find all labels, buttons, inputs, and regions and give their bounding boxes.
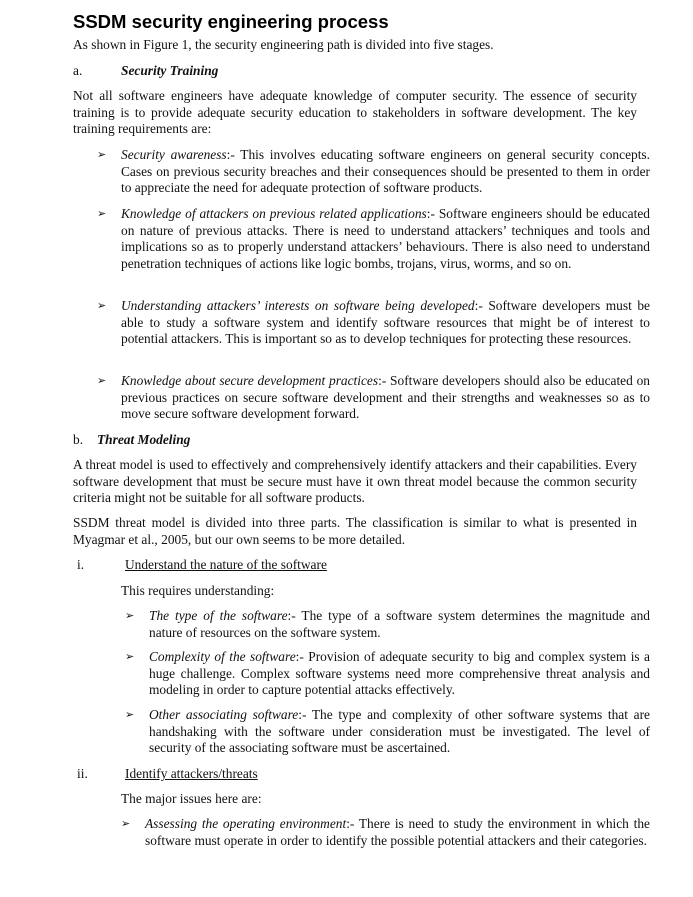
arrow-bullet-icon: ➢ bbox=[125, 609, 135, 622]
section-b-paragraph-1: A threat model is used to effectively and comprehensively identify attackers and their capabilities. Every software development that must be secure must have it own threat model because the common security criteria might not be suitable for all software products. bbox=[73, 457, 637, 506]
bullet-term: Knowledge about secure development practices bbox=[121, 373, 379, 388]
intro-paragraph: As shown in Figure 1, the security engineering path is divided into five stages. bbox=[73, 37, 494, 52]
bullet-text: :- There is need to study the environment in which the software must operate in order to identify the possible potential attackers and their categories. bbox=[145, 816, 650, 848]
bullet-term: Assessing the operating environment bbox=[145, 816, 347, 831]
sub-i-heading: Understand the nature of the software bbox=[125, 557, 327, 572]
bullet-text: :- Software developers should also be educated on previous practices on secure software development and their strengths and weaknesses so as to move secure software development forward. bbox=[121, 373, 650, 422]
bullet-text: :- Software developers must be able to study a software system and identify software resources that might be of interest to potential attackers. This is important so as to develop techniques for protecting these resources. bbox=[121, 298, 650, 347]
section-b-paragraph-2: SSDM threat model is divided into three parts. The classification is similar to what is presented in Myagmar et al., 2005, but our own seems to be more detailed. bbox=[73, 515, 637, 547]
arrow-bullet-icon: ➢ bbox=[125, 650, 135, 663]
bullet-text: :- Provision of adequate security to big and complex system is a huge challenge. Complex software systems need more comprehensive threat analysis and modeling in order to capture potential attacks effectively. bbox=[149, 649, 651, 698]
sub-ii-lead: The major issues here are: bbox=[121, 791, 262, 806]
bullet-text: :- The type of a software system determines the magnitude and nature of resources on the software system. bbox=[149, 608, 650, 640]
section-a-paragraph: Not all software engineers have adequate knowledge of computer security. The essence of security training is to provide adequate security education to stakeholders in software development. The key training requirements are: bbox=[73, 88, 637, 137]
arrow-bullet-icon: ➢ bbox=[97, 148, 107, 161]
bullet-text: :- The type and complexity of other software systems that are handshaking with the software under consideration must be investigated. The level of security of the associating software must be ascertained. bbox=[149, 707, 650, 756]
sub-ii-heading: Identify attackers/threats bbox=[125, 766, 258, 781]
section-b-heading: Threat Modeling bbox=[97, 432, 191, 447]
section-title: SSDM security engineering process bbox=[73, 11, 389, 32]
section-b-marker: b. bbox=[73, 432, 84, 447]
bullet-text: :- This involves educating software engineers on general security concepts. Cases on previous security breaches and their consequences should be presented to them in order to appreciate the need for adequate protection of software products. bbox=[121, 147, 650, 196]
bullet-term: Understanding attackers’ interests on software being developed bbox=[121, 298, 475, 313]
sub-i-lead: This requires understanding: bbox=[121, 583, 275, 598]
section-a-marker: a. bbox=[73, 63, 83, 78]
section-a-heading: Security Training bbox=[121, 63, 219, 78]
bullet-term: Other associating software bbox=[149, 707, 299, 722]
sub-ii-marker: ii. bbox=[77, 766, 88, 781]
arrow-bullet-icon: ➢ bbox=[97, 207, 107, 220]
bullet-term: Complexity of the software bbox=[149, 649, 296, 664]
bullet-term: The type of the software bbox=[149, 608, 288, 623]
sub-i-marker: i. bbox=[77, 557, 85, 572]
arrow-bullet-icon: ➢ bbox=[97, 299, 107, 312]
arrow-bullet-icon: ➢ bbox=[97, 374, 107, 387]
bullet-term: Security awareness bbox=[121, 147, 227, 162]
arrow-bullet-icon: ➢ bbox=[125, 708, 135, 721]
bullet-term: Knowledge of attackers on previous related applications bbox=[121, 206, 427, 221]
bullet-text: :- Software engineers should be educated on nature of previous attacks. There is need to understand attackers’ techniques and tools and implications so as to properly understand attackers’ behaviours. There is also need to understand penetration techniques of actions like logic bombs, trojans, virus, worms, and so on. bbox=[121, 206, 650, 272]
arrow-bullet-icon: ➢ bbox=[121, 817, 131, 830]
